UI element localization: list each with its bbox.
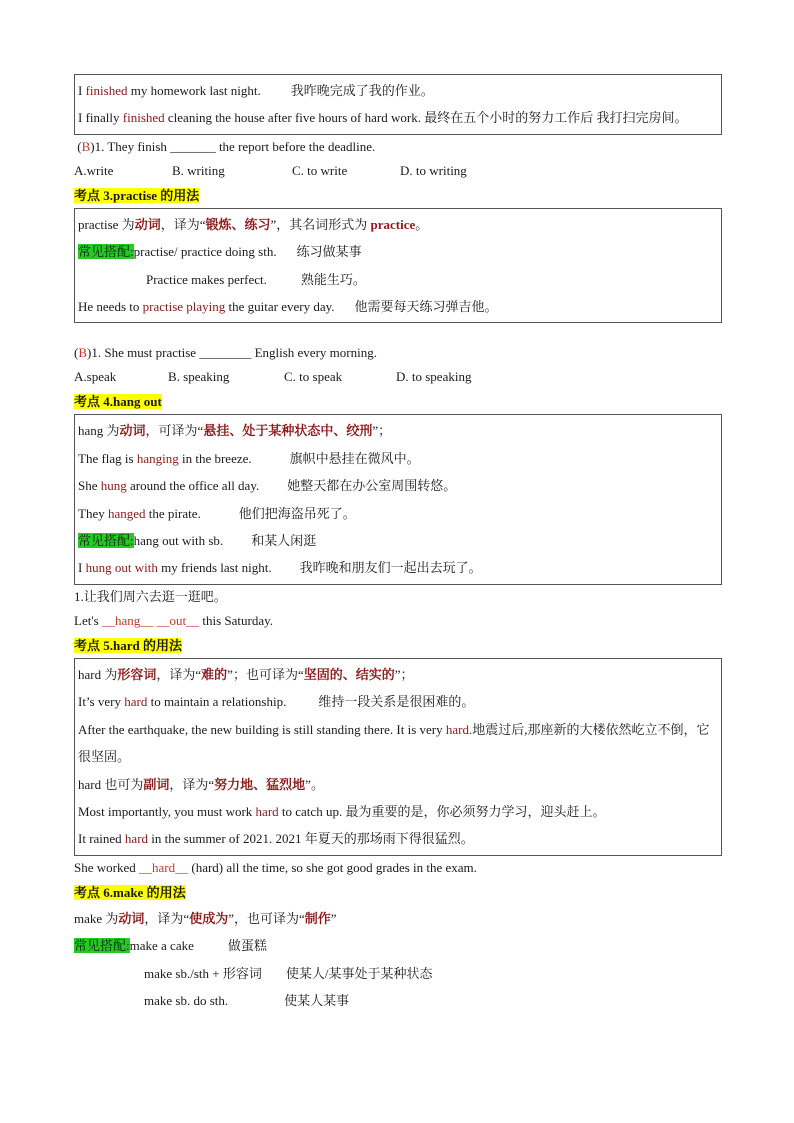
definition-line: practise 为动词，译为“锻炼、练习”，其名词形式为 practice。: [78, 216, 429, 232]
definition-line: hard 也可为副词，译为“努力地、猛烈地”。: [78, 776, 324, 792]
collocation-tag: 常见搭配:: [78, 244, 134, 260]
example-line: Most importantly, you must work hard to catch up. 最为重要的是，你必须努力学习，迎头赶上。: [78, 803, 606, 819]
section-heading: 考点 6.make 的用法: [74, 884, 186, 900]
example-line: They hanged the pirate. 他们把海盗吊死了。: [78, 505, 356, 521]
hang-box: [74, 414, 722, 584]
finish-example-box: [74, 74, 722, 135]
hard-box: [74, 658, 722, 856]
collocation-line: 常见搭配:make a cake 做蛋糕: [74, 938, 267, 954]
section-heading: 考点 3.practise 的用法: [74, 187, 200, 203]
collocation-line: make sb./sth + 形容词 使某人/某事处于某种状态: [144, 965, 433, 981]
practise-box: [74, 208, 722, 324]
translation-answer: Let's __hang__ __out__ this Saturday.: [74, 612, 274, 628]
question: (B)1. They finish _______ the report before the deadline.: [74, 138, 376, 154]
translation-prompt: 1.让我们周六去逛一逛吧。: [74, 588, 227, 604]
example-line: I finally finished cleaning the house after five hours of hard work. 最终在五个小时的努力工作后 我打扫完房间。: [78, 110, 688, 126]
example-line: The flag is hanging in the breeze. 旗帜中悬挂在微风中。: [78, 450, 420, 466]
example-line: After the earthquake, the new building is still standing there. It is very hard.地震过后,那座新的大楼依然屹立不倒，它很坚固。: [78, 721, 710, 765]
collocation-tag: 常见搭配:: [74, 938, 130, 954]
example-line: He needs to practise playing the guitar every day. 他需要每天练习弹吉他。: [78, 299, 498, 315]
collocation-line: Practice makes perfect. 熟能生巧。: [146, 271, 366, 287]
example-line: I finished my homework last night. 我昨晚完成了我的作业。: [78, 83, 434, 98]
definition-line: make 为动词，译为“使成为”，也可译为“制作”: [74, 910, 337, 926]
answer-options: A.speak B. speaking C. to speak D. to speaking: [74, 369, 472, 385]
section-heading: 考点 5.hard 的用法: [74, 637, 182, 653]
collocation-line: 常见搭配:practise/ practice doing sth. 练习做某事: [78, 244, 362, 260]
section-heading: 考点 4.hang out: [74, 394, 162, 410]
example-line: It’s very hard to maintain a relationship. 维持一段关系是很困难的。: [78, 694, 475, 710]
collocation-line: make sb. do sth. 使某人某事: [144, 992, 350, 1008]
example-line: I hung out with my friends last night. 我昨晚和朋友们一起出去玩了。: [78, 560, 482, 576]
definition-line: hard 为形容词，译为“难的”；也可译为“坚固的、结实的”；: [78, 666, 414, 682]
question: She worked __hard__ (hard) all the time, so she got good grades in the exam.: [74, 859, 477, 875]
example-line: It rained hard in the summer of 2021. 2021 年夏天的那场雨下得很猛烈。: [78, 831, 474, 847]
example-line: She hung around the office all day. 她整天都在办公室周围转悠。: [78, 478, 457, 494]
collocation-line: 常见搭配:hang out with sb. 和某人闲逛: [78, 533, 317, 549]
question: (B)1. She must practise ________ English every morning.: [74, 345, 377, 361]
answer-options: A.write B. writing C. to write D. to writing: [74, 162, 467, 178]
page-content: [74, 74, 722, 1014]
definition-line: hang 为动词，可译为“悬挂、处于某种状态中、绞刑”；: [78, 423, 392, 439]
collocation-tag: 常见搭配:: [78, 533, 134, 549]
